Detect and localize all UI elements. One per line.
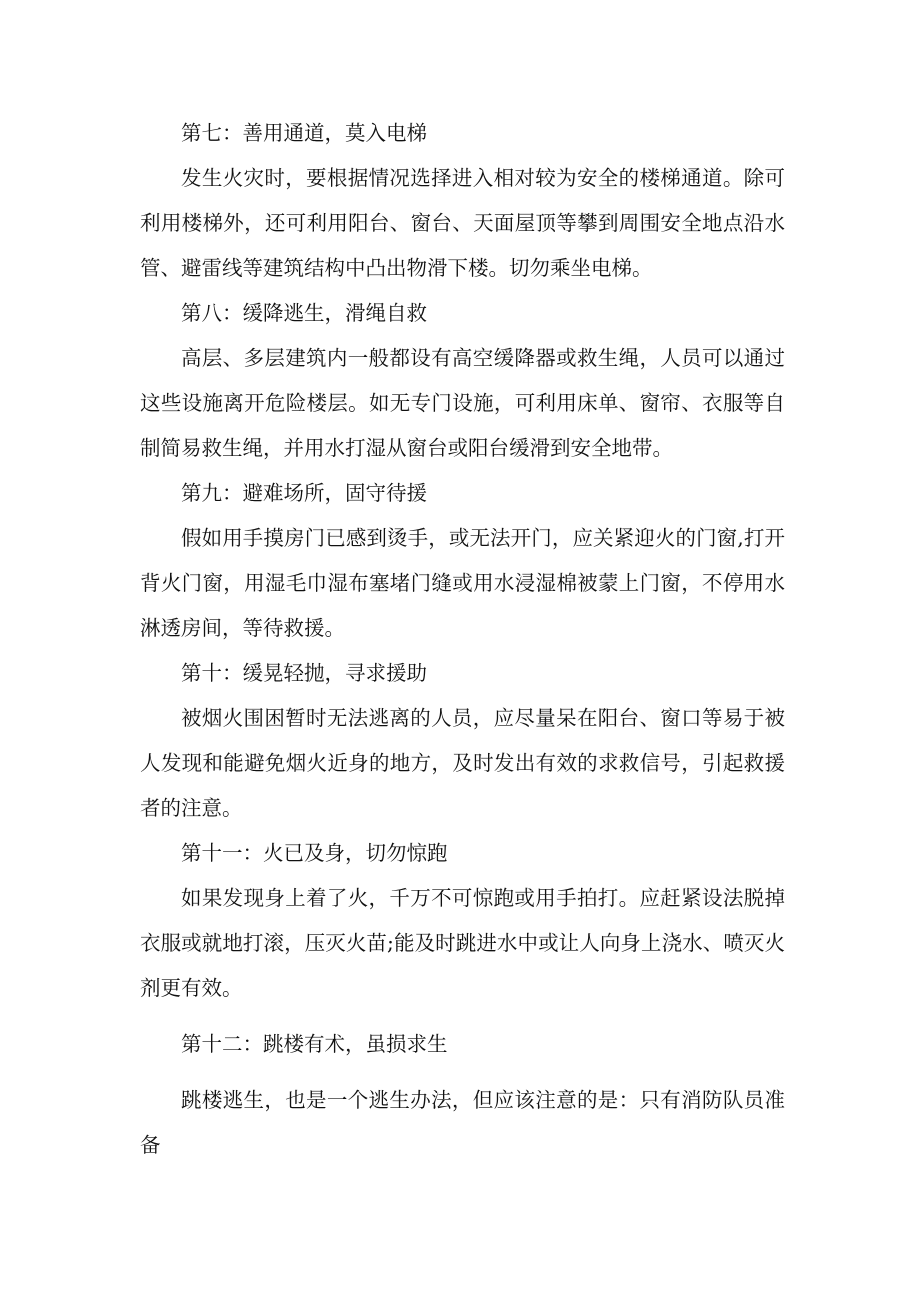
- section-paragraph: 高层、多层建筑内一般都设有高空缓降器或救生绳，人员可以通过这些设施离开危险楼层。如无专门设施，可利用床单、窗帘、衣服等自制简易救生绳，并用水打湿从窗台或阳台缓滑到安全地带。: [140, 346, 785, 460]
- section-heading: 第八：缓降逃生，滑绳自救: [181, 301, 427, 325]
- section-10: [140, 651, 785, 831]
- section-heading: 第十二：跳楼有术，虽损求生: [181, 1032, 448, 1056]
- section-paragraph: 假如用手摸房门已感到烫手，或无法开门，应关紧迎火的门窗,打开背火门窗，用湿毛巾湿布塞堵门缝或用水浸湿棉被蒙上门窗，不停用水淋透房间，等待救援。: [140, 526, 785, 640]
- document-body: [140, 111, 785, 1168]
- section-paragraph: 被烟火围困暂时无法逃离的人员，应尽量呆在阳台、窗口等易于被人发现和能避免烟火近身的地方，及时发出有效的求救信号，引起救援者的注意。: [140, 706, 785, 820]
- section-11: [140, 831, 785, 1011]
- section-heading: 第十一：火已及身，切勿惊跑: [181, 841, 448, 865]
- section-paragraph: 跳楼逃生，也是一个逃生办法，但应该注意的是：只有消防队员准备: [140, 1088, 785, 1157]
- section-paragraph: 发生火灾时，要根据情况选择进入相对较为安全的楼梯通道。除可利用楼梯外，还可利用阳台、窗台、天面屋顶等攀到周围安全地点沿水管、避雷线等建筑结构中凸出物滑下楼。切勿乘坐电梯。: [140, 166, 785, 280]
- section-9: [140, 471, 785, 651]
- section-heading: 第九：避难场所，固守待援: [181, 481, 427, 505]
- section-8: [140, 291, 785, 471]
- section-12: [140, 1022, 785, 1168]
- spacer: [140, 1011, 785, 1022]
- spacer: [140, 1067, 785, 1078]
- section-heading: 第七：善用通道，莫入电梯: [181, 121, 427, 145]
- section-7: [140, 111, 785, 291]
- section-heading: 第十：缓晃轻抛，寻求援助: [181, 661, 427, 685]
- section-paragraph: 如果发现身上着了火，千万不可惊跑或用手拍打。应赶紧设法脱掉衣服或就地打滚，压灭火苗;能及时跳进水中或让人向身上浇水、喷灭火剂更有效。: [140, 886, 785, 1000]
